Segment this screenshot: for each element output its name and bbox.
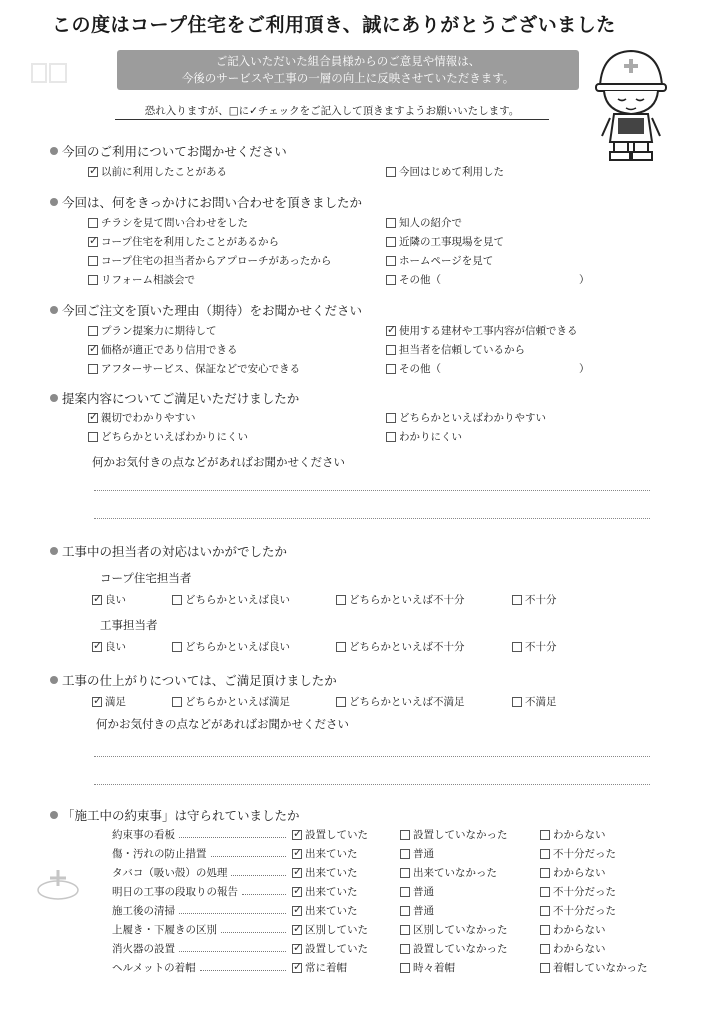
- checkbox[interactable]: [292, 906, 302, 916]
- checkbox[interactable]: [88, 345, 98, 355]
- promise-option[interactable]: [540, 903, 616, 918]
- q1-option-1[interactable]: [88, 164, 227, 179]
- checkbox[interactable]: [540, 830, 550, 840]
- q5-group-1-label: コープ住宅担当者: [100, 571, 192, 585]
- q1-option-2[interactable]: [386, 164, 504, 179]
- option-label: 不十分だった: [553, 905, 616, 917]
- option-label: 今回はじめて利用した: [399, 166, 504, 178]
- instruction-note: 恐れ入りますが、□に✓チェックをご記入して頂きますようお願いいたします。: [144, 105, 520, 117]
- bullet-dot-icon: [50, 811, 58, 819]
- option-label: アフターサービス、保証などで安心できる: [101, 363, 301, 375]
- promise-option[interactable]: [540, 846, 616, 861]
- coop-cross-icon: [36, 866, 80, 902]
- checkbox[interactable]: [292, 887, 302, 897]
- checkbox[interactable]: [512, 697, 522, 707]
- checkbox[interactable]: [386, 237, 396, 247]
- promise-option[interactable]: [540, 827, 606, 842]
- q6-option-2[interactable]: [172, 694, 290, 709]
- other-close-paren: ）: [579, 363, 590, 375]
- bullet-dot-icon: [50, 147, 58, 155]
- q4-comment-line-1[interactable]: [94, 490, 650, 491]
- checkbox[interactable]: [400, 849, 410, 859]
- dot-leader: [211, 856, 286, 857]
- promise-option[interactable]: [400, 903, 434, 918]
- promise-option[interactable]: [292, 884, 358, 899]
- checkbox[interactable]: [92, 697, 102, 707]
- option-label: リフォーム相談会で: [101, 274, 195, 286]
- question-4-text: 提案内容についてご満足いただけましたか: [62, 391, 300, 406]
- q6-comment-line-2[interactable]: [94, 784, 650, 785]
- option-label: 設置していなかった: [413, 829, 508, 841]
- question-5-heading: [50, 542, 287, 560]
- option-label: 普通: [413, 905, 434, 917]
- q4-option-4[interactable]: [386, 429, 462, 444]
- q5-g2-option-3[interactable]: [336, 639, 465, 654]
- option-label: 以前に利用したことがある: [101, 166, 227, 178]
- q6-option-3[interactable]: [336, 694, 465, 709]
- question-3-text: 今回ご注文を頂いた理由（期待）をお聞かせください: [62, 303, 363, 318]
- checkbox[interactable]: [540, 906, 550, 916]
- option-label: 時々着帽: [413, 962, 455, 974]
- option-label: 良い: [105, 641, 126, 653]
- q5-g1-option-4[interactable]: [512, 592, 557, 607]
- option-label: どちらかといえばわかりやすい: [399, 412, 546, 424]
- checkbox[interactable]: [386, 256, 396, 266]
- q6-comment-line-1[interactable]: [94, 756, 650, 757]
- promise-option[interactable]: [400, 827, 508, 842]
- option-label: どちらかといえば不十分: [349, 641, 465, 653]
- checkbox[interactable]: [88, 237, 98, 247]
- option-label: どちらかといえば不満足: [349, 696, 465, 708]
- option-label: 出来ていた: [305, 867, 358, 879]
- option-label: 知人の紹介で: [399, 217, 462, 229]
- option-label: プラン提案力に期待して: [101, 325, 217, 337]
- checkbox[interactable]: [386, 275, 396, 285]
- checkbox[interactable]: [88, 218, 98, 228]
- checkbox[interactable]: [540, 868, 550, 878]
- promise-item-label: 施工後の清掃: [112, 905, 175, 917]
- checkbox[interactable]: [88, 413, 98, 423]
- dot-leader: [231, 875, 286, 876]
- checkbox[interactable]: [540, 925, 550, 935]
- banner-line-1: ご記入いただいた組合員様からのご意見や情報は、: [215, 54, 481, 68]
- option-label: 出来ていた: [305, 848, 358, 860]
- option-label: 出来ていた: [305, 886, 358, 898]
- q2-option-4[interactable]: [88, 272, 195, 287]
- checkbox[interactable]: [400, 887, 410, 897]
- option-label: 不十分: [525, 641, 557, 653]
- bullet-dot-icon: [50, 394, 58, 402]
- q5-g2-option-1[interactable]: [92, 639, 126, 654]
- checkbox[interactable]: [400, 830, 410, 840]
- q3-option-1[interactable]: [88, 323, 217, 338]
- question-2-text: 今回は、何をきっかけにお問い合わせを頂きましたか: [62, 195, 363, 210]
- option-label: どちらかといえば良い: [185, 641, 290, 653]
- option-label: コープ住宅を利用したことがあるから: [101, 236, 279, 248]
- option-label: わからない: [553, 924, 606, 936]
- bullet-dot-icon: [50, 547, 58, 555]
- checkbox[interactable]: [88, 326, 98, 336]
- promise-option[interactable]: [292, 827, 368, 842]
- option-label: 区別していなかった: [413, 924, 508, 936]
- checkbox[interactable]: [386, 364, 396, 374]
- option-label: その他（: [399, 274, 441, 286]
- checkbox[interactable]: [400, 868, 410, 878]
- promise-option[interactable]: [540, 941, 606, 956]
- option-label: 良い: [105, 594, 126, 606]
- question-3-heading: [50, 301, 362, 319]
- question-4-heading: [50, 389, 299, 407]
- option-label: 親切でわかりやすい: [101, 412, 196, 424]
- promise-item-label: 明日の工事の段取りの報告: [112, 886, 238, 898]
- q2-option-3[interactable]: [88, 253, 331, 268]
- q3-option-4[interactable]: [386, 323, 578, 338]
- promise-option[interactable]: [292, 865, 358, 880]
- option-label: 着帽していなかった: [553, 962, 648, 974]
- promise-item-label: 約束事の看板: [112, 829, 175, 841]
- dot-leader: [221, 932, 286, 933]
- promise-option[interactable]: [292, 941, 368, 956]
- question-5-text: 工事中の担当者の対応はいかがでしたか: [62, 544, 288, 559]
- checkbox[interactable]: [172, 642, 182, 652]
- checkbox[interactable]: [172, 697, 182, 707]
- option-label: どちらかといえば不十分: [349, 594, 465, 606]
- dot-leader: [179, 951, 286, 952]
- checkbox[interactable]: [512, 595, 522, 605]
- question-6-heading: [50, 671, 337, 689]
- promise-option[interactable]: [540, 922, 606, 937]
- promise-option[interactable]: [400, 941, 508, 956]
- q4-option-1[interactable]: [88, 410, 196, 425]
- promise-option[interactable]: [400, 922, 508, 937]
- checkbox[interactable]: [400, 906, 410, 916]
- q3-option-5[interactable]: [386, 342, 525, 357]
- checkbox[interactable]: [292, 868, 302, 878]
- option-label: その他（: [399, 363, 441, 375]
- promise-option[interactable]: [292, 922, 368, 937]
- q5-g2-option-2[interactable]: [172, 639, 290, 654]
- promise-option[interactable]: [400, 960, 455, 975]
- question-1-heading: [50, 142, 287, 160]
- q2-option-6[interactable]: [386, 234, 504, 249]
- q3-option-3[interactable]: [88, 361, 300, 376]
- promise-item-label: 上履き・下履きの区別: [112, 924, 217, 936]
- option-label: 常に着帽: [305, 962, 347, 974]
- checkbox[interactable]: [386, 326, 396, 336]
- option-label: 設置していた: [305, 943, 368, 955]
- q4-comment-prompt: 何かお気付きの点などがあればお聞かせください: [92, 455, 345, 469]
- option-label: どちらかといえばわかりにくい: [101, 431, 248, 443]
- question-7-heading: [50, 806, 300, 824]
- option-label: 満足: [105, 696, 126, 708]
- promise-option[interactable]: [292, 960, 347, 975]
- info-banner: [117, 50, 579, 90]
- dot-leader: [200, 970, 286, 971]
- q4-option-2[interactable]: [88, 429, 248, 444]
- dot-leader: [179, 837, 286, 838]
- q2-option-7[interactable]: [386, 253, 493, 268]
- page-title: この度はコープ住宅をご利用頂き、誠にありがとうございました: [52, 14, 616, 36]
- q2-option-other[interactable]: [386, 272, 590, 287]
- checkbox[interactable]: [88, 256, 98, 266]
- note-underline: [115, 119, 549, 120]
- checkbox[interactable]: [540, 887, 550, 897]
- faded-corner-mark-icon: [30, 60, 70, 86]
- option-label: 不満足: [525, 696, 557, 708]
- q4-option-3[interactable]: [386, 410, 546, 425]
- option-label: 設置していた: [305, 829, 368, 841]
- banner-line-2: 今後のサービスや工事の一層の向上に反映させていただきます。: [181, 71, 515, 85]
- promise-item-label: 消火器の設置: [112, 943, 175, 955]
- checkbox[interactable]: [386, 345, 396, 355]
- q2-option-2[interactable]: [88, 234, 279, 249]
- promise-option[interactable]: [400, 846, 434, 861]
- checkbox[interactable]: [336, 595, 346, 605]
- promise-item-label: タバコ（吸い殻）の処理: [112, 867, 228, 879]
- promise-item-label: 傷・汚れの防止措置: [112, 848, 207, 860]
- promise-option[interactable]: [400, 865, 497, 880]
- option-label: ホームページを見て: [399, 255, 494, 267]
- q6-comment-prompt: 何かお気付きの点などがあればお聞かせください: [96, 717, 349, 731]
- q5-g1-option-2[interactable]: [172, 592, 290, 607]
- other-close-paren: ）: [579, 274, 590, 286]
- dot-leader: [179, 913, 286, 914]
- option-label: わからない: [553, 943, 606, 955]
- option-label: 不十分: [525, 594, 557, 606]
- option-label: わかりにくい: [399, 431, 462, 443]
- promise-option[interactable]: [400, 884, 434, 899]
- checkbox[interactable]: [292, 925, 302, 935]
- q3-option-2[interactable]: [88, 342, 238, 357]
- option-label: どちらかといえば満足: [185, 696, 290, 708]
- option-label: 不十分だった: [553, 886, 616, 898]
- q5-g2-option-4[interactable]: [512, 639, 557, 654]
- option-label: 区別していた: [305, 924, 368, 936]
- bullet-dot-icon: [50, 676, 58, 684]
- option-label: わからない: [553, 867, 606, 879]
- checkbox[interactable]: [386, 218, 396, 228]
- checkbox[interactable]: [88, 364, 98, 374]
- option-label: 普通: [413, 886, 434, 898]
- checkbox[interactable]: [400, 944, 410, 954]
- checkbox[interactable]: [386, 413, 396, 423]
- promise-option[interactable]: [540, 960, 648, 975]
- question-7-text: 「施工中の約束事」は守られていましたか: [62, 808, 300, 823]
- q5-g1-option-3[interactable]: [336, 592, 465, 607]
- checkbox[interactable]: [540, 944, 550, 954]
- checkbox[interactable]: [336, 642, 346, 652]
- option-label: コープ住宅の担当者からアプローチがあったから: [101, 255, 332, 267]
- option-label: 普通: [413, 848, 434, 860]
- promise-option[interactable]: [540, 884, 616, 899]
- checkbox[interactable]: [88, 275, 98, 285]
- option-label: わからない: [553, 829, 606, 841]
- checkbox[interactable]: [400, 963, 410, 973]
- dot-leader: [242, 894, 286, 895]
- option-label: 不十分だった: [553, 848, 616, 860]
- promise-option[interactable]: [540, 865, 606, 880]
- option-label: 担当者を信頼しているから: [399, 344, 525, 356]
- q2-option-5[interactable]: [386, 215, 462, 230]
- checkbox[interactable]: [92, 595, 102, 605]
- q5-g1-option-1[interactable]: [92, 592, 126, 607]
- checkbox[interactable]: [512, 642, 522, 652]
- checkbox[interactable]: [292, 849, 302, 859]
- option-label: 近隣の工事現場を見て: [399, 236, 504, 248]
- option-label: 出来ていた: [305, 905, 358, 917]
- option-label: チラシを見て問い合わせをした: [101, 217, 248, 229]
- promise-option[interactable]: [292, 903, 358, 918]
- checkbox[interactable]: [400, 925, 410, 935]
- helmet-worker-icon: [594, 46, 668, 162]
- question-6-text: 工事の仕上がりについては、ご満足頂けましたか: [62, 673, 337, 688]
- q6-option-1[interactable]: [92, 694, 126, 709]
- checkbox[interactable]: [540, 849, 550, 859]
- question-1-text: 今回のご利用についてお聞かせください: [62, 144, 287, 159]
- checkbox[interactable]: [88, 432, 98, 442]
- checkbox[interactable]: [336, 697, 346, 707]
- checkbox[interactable]: [292, 963, 302, 973]
- q5-group-2-label: 工事担当者: [100, 618, 158, 632]
- option-label: 価格が適正であり信用できる: [101, 344, 238, 356]
- bullet-dot-icon: [50, 198, 58, 206]
- promise-item-label: ヘルメットの着帽: [112, 962, 196, 974]
- checkbox[interactable]: [292, 830, 302, 840]
- option-label: 出来ていなかった: [413, 867, 497, 879]
- question-2-heading: [50, 193, 362, 211]
- checkbox[interactable]: [386, 167, 396, 177]
- q6-option-4[interactable]: [512, 694, 557, 709]
- q4-comment-line-2[interactable]: [94, 518, 650, 519]
- checkbox[interactable]: [540, 963, 550, 973]
- checkbox[interactable]: [92, 642, 102, 652]
- checkbox[interactable]: [172, 595, 182, 605]
- bullet-dot-icon: [50, 306, 58, 314]
- q3-option-other[interactable]: [386, 361, 590, 376]
- option-label: 設置していなかった: [413, 943, 508, 955]
- promise-option[interactable]: [292, 846, 358, 861]
- option-label: どちらかといえば良い: [185, 594, 290, 606]
- option-label: 使用する建材や工事内容が信頼できる: [399, 325, 578, 337]
- checkbox[interactable]: [88, 167, 98, 177]
- q2-option-1[interactable]: [88, 215, 248, 230]
- checkbox[interactable]: [292, 944, 302, 954]
- checkbox[interactable]: [386, 432, 396, 442]
